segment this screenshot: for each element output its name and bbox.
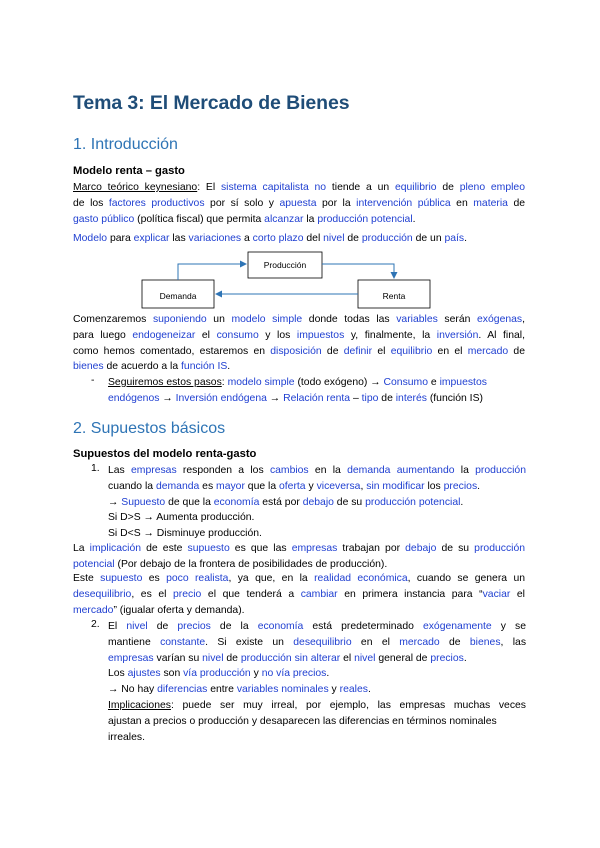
line: de los factores productivos por sí solo y apuesta por la intervención pública en materia de: [73, 197, 526, 209]
line: empresas varían su nivel de producción sin alterar el nivel general de precios.: [108, 652, 467, 664]
paragraph-comenzaremos: [73, 312, 525, 375]
list-item-2: [108, 619, 526, 745]
subheading-supuestos-modelo: Supuestos del modelo renta-gasto: [73, 448, 257, 460]
list-number-2: 2.: [91, 619, 100, 630]
subheading-modelo-renta-gasto: Modelo renta – gasto: [73, 165, 185, 177]
line: ajustan a precios o producción y desaparecen las diferencias en términos nominales: [108, 715, 497, 727]
line: para luego endogeneizar el consumo y los impuestos y, finalmente, la inversión. Al final,: [73, 329, 525, 341]
label-produccion: Producción: [263, 260, 307, 270]
line-d-less-s: Si D<S → Disminuye producción.: [108, 528, 262, 540]
line: → Supuesto de que la economía está por debajo de su producción potencial.: [108, 496, 464, 508]
bullet-marker: -: [91, 375, 95, 386]
line: Los ajustes son vía producción y no vía precios.: [108, 668, 330, 680]
line: Marco teórico keynesiano: El sistema capitalista no tiende a un equilibrio de pleno empleo: [73, 182, 525, 193]
line: Modelo para explicar las variaciones a corto plazo del nivel de producción de un país.: [73, 233, 468, 244]
line: endógenos → Inversión endógena → Relación renta – tipo de interés (función IS): [108, 392, 483, 404]
line: Comenzaremos suponiendo un modelo simple donde todas las variables serán exógenas,: [73, 314, 525, 325]
line: cuando la demanda es mayor que la oferta y viceversa, sin modificar los precios.: [108, 480, 481, 492]
section-heading-introduccion: 1. Introducción: [73, 136, 178, 153]
line: irreales.: [108, 731, 145, 743]
paragraph-modelo: [73, 231, 525, 247]
flow-diagram-svg: [140, 251, 435, 313]
list-number-1: 1.: [91, 463, 100, 474]
line: como hemos comentado, estaremos en disposición de definir el equilibrio en el mercado de: [73, 345, 525, 357]
flow-diagram: [140, 251, 435, 313]
line: Las empresas responden a los cambios en la demanda aumentando la producción: [108, 465, 526, 476]
list-item-1: [108, 463, 526, 542]
line: mantiene constante. Si existe un desequilibrio en el mercado de bienes, las: [108, 636, 527, 648]
bullet-pasos: [108, 375, 528, 407]
page-title: Tema 3: El Mercado de Bienes: [73, 92, 350, 114]
line: gasto público (política fiscal) que permita alcanzar la producción potencial.: [73, 213, 416, 225]
term-marco-teorico: Marco teórico keynesiano: [73, 182, 198, 193]
label-renta: Renta: [382, 291, 406, 301]
arrow-demanda-produccion: [178, 264, 246, 280]
line: bienes de acuerdo a la función IS.: [73, 361, 231, 373]
line: Seguiremos estos pasos: modelo simple (todo exógeno) → Consumo e impuestos: [108, 377, 487, 388]
paragraph-implicacion: [73, 541, 525, 573]
line: La implicación de este supuesto es que las empresas trabajan por debajo de su producción: [73, 543, 526, 554]
line: potencial (Por debajo de la frontera de posibilidades de producción).: [73, 558, 388, 570]
line: mercado” (igualar oferta y demanda).: [73, 604, 245, 616]
line-d-greater-s: Si D>S → Aumenta producción.: [108, 512, 255, 524]
arrow-produccion-renta: [322, 264, 394, 278]
paragraph-poco-realista: [73, 571, 525, 618]
line: → No hay diferencias entre variables nominales y reales.: [108, 684, 371, 696]
section-heading-supuestos: 2. Supuestos básicos: [73, 420, 226, 437]
line: desequilibrio, es el precio el que tenderá a cambiar en primera instancia para “vaciar el: [73, 588, 525, 600]
line: El nivel de precios de la economía está predeterminado exógenamente y se: [108, 621, 526, 632]
line: Implicaciones: puede ser muy irreal, por ejemplo, las empresas muchas veces: [108, 699, 526, 711]
line: Este supuesto es poco realista, ya que, en la realidad económica, cuando se genera un: [73, 573, 525, 584]
label-demanda: Demanda: [159, 291, 197, 301]
paragraph-marco-teorico: [73, 180, 525, 227]
